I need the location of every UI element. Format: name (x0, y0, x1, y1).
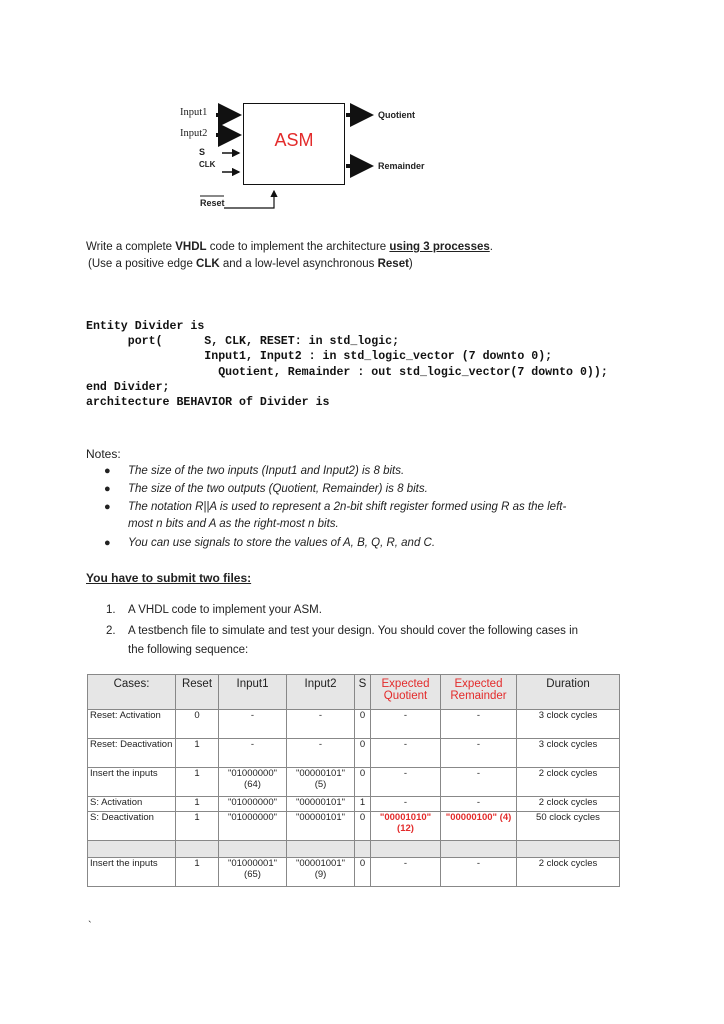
submit-item-2-cont: the following sequence: (128, 644, 249, 656)
header-cases: Cases: (88, 675, 176, 710)
cell-quotient: - (371, 768, 441, 797)
code-line-4: Quotient, Remainder : out std_logic_vector(7 downto 0)); (86, 366, 608, 379)
submit-num-2: 2. (106, 625, 116, 637)
clk-label: CLK (199, 160, 216, 169)
reset-line (224, 191, 274, 208)
s-label: S (199, 147, 206, 157)
cell-input1: "01000000" (219, 812, 287, 841)
cell-case: Insert the inputs (88, 768, 176, 797)
cell-input1: - (219, 739, 287, 768)
header-duration: Duration (517, 675, 620, 710)
cell-s: 0 (355, 739, 371, 768)
cell-quotient: - (371, 858, 441, 887)
code-line-3: Input1, Input2 : in std_logic_vector (7 downto 0); (86, 350, 553, 363)
submit-num-1: 1. (106, 604, 116, 616)
bullet-1: ● (104, 465, 111, 477)
note-item-1: The size of the two inputs (Input1 and Input2) is 8 bits. (128, 465, 405, 477)
cell-reset: 1 (176, 739, 219, 768)
instruction-line-2 (88, 258, 413, 270)
input2-label: Input2 (180, 128, 208, 139)
instruction-vhdl: VHDL (175, 241, 207, 253)
cell-spacer (441, 841, 517, 858)
cell-case: Reset: Deactivation (88, 739, 176, 768)
cell-input2: "00001001" (9) (287, 858, 355, 887)
note-item-3-cont: most n bits and A as the right-most n bits. (128, 518, 339, 530)
cell-input1: "01000001" (65) (219, 858, 287, 887)
table-row (88, 710, 620, 739)
notes-heading: Notes: (86, 447, 121, 461)
bullet-2: ● (104, 483, 111, 495)
cell-spacer (355, 841, 371, 858)
note-item-2: The size of the two outputs (Quotient, Remainder) is 8 bits. (128, 483, 428, 495)
cell-input2: - (287, 710, 355, 739)
cell-duration: 2 clock cycles (517, 768, 620, 797)
cell-remainder: - (441, 858, 517, 887)
cell-input1: "01000000" (64) (219, 768, 287, 797)
cell-duration: 50 clock cycles (517, 812, 620, 841)
cell-remainder: - (441, 739, 517, 768)
instruction-text: and a low-level asynchronous (219, 258, 378, 270)
submit-heading: You have to submit two files: (86, 571, 252, 585)
instruction-reset: Reset (377, 258, 409, 270)
table-row (88, 768, 620, 797)
header-s: S (355, 675, 371, 710)
bullet-4: ● (104, 537, 111, 549)
cell-spacer (287, 841, 355, 858)
cell-input2: "00000101" (287, 797, 355, 812)
instruction-text: . (489, 241, 493, 253)
input1-label: Input1 (180, 107, 208, 118)
cell-quotient: - (371, 797, 441, 812)
cell-reset: 1 (176, 768, 219, 797)
submit-item-2: A testbench file to simulate and test your design. You should cover the following cases in (128, 625, 579, 637)
cell-duration: 2 clock cycles (517, 858, 620, 887)
cell-remainder: "00000100" (4) (441, 812, 517, 841)
note-item-3: The notation R||A is used to represent a 2n-bit shift register formed using R as the left- (128, 501, 567, 513)
submit-item-1: A VHDL code to implement your ASM. (128, 604, 322, 616)
instruction-line-1 (86, 241, 493, 253)
cell-remainder: - (441, 710, 517, 739)
code-line-6: architecture BEHAVIOR of Divider is (86, 396, 330, 409)
table-row-spacer (88, 841, 620, 858)
cell-quotient: - (371, 710, 441, 739)
cell-input1: - (219, 710, 287, 739)
cell-spacer (371, 841, 441, 858)
cell-s: 0 (355, 710, 371, 739)
table-header-row (88, 675, 620, 710)
instruction-processes: using 3 processes (389, 241, 490, 253)
header-expected-remainder: Expected Remainder (441, 675, 517, 710)
test-cases-table (87, 674, 620, 887)
cell-input2: - (287, 739, 355, 768)
cell-s: 0 (355, 768, 371, 797)
instruction-clk: CLK (196, 258, 220, 270)
cell-s: 1 (355, 797, 371, 812)
header-input1: Input1 (219, 675, 287, 710)
cell-remainder: - (441, 797, 517, 812)
cell-case: S: Deactivation (88, 812, 176, 841)
code-line-1: Entity Divider is (86, 320, 205, 333)
cell-reset: 1 (176, 858, 219, 887)
note-item-4: You can use signals to store the values of A, B, Q, R, and C. (128, 537, 436, 549)
cell-reset: 0 (176, 710, 219, 739)
instruction-text: (Use a positive edge (88, 258, 197, 270)
cell-quotient: "00001010" (12) (371, 812, 441, 841)
cell-duration: 3 clock cycles (517, 739, 620, 768)
cell-input2: "00000101" (5) (287, 768, 355, 797)
cell-spacer (88, 841, 176, 858)
asm-title: ASM (274, 130, 314, 150)
cell-case: S: Activation (88, 797, 176, 812)
cell-case: Reset: Activation (88, 710, 176, 739)
cell-reset: 1 (176, 797, 219, 812)
instruction-text: Write a complete (86, 241, 176, 253)
table-row (88, 812, 620, 841)
code-line-2: port( S, CLK, RESET: in std_logic; (86, 335, 400, 348)
cell-spacer (176, 841, 219, 858)
cell-input2: "00000101" (287, 812, 355, 841)
header-expected-quotient: Expected Quotient (371, 675, 441, 710)
header-input2: Input2 (287, 675, 355, 710)
table-row (88, 739, 620, 768)
cell-spacer (219, 841, 287, 858)
reset-label: Reset (200, 198, 225, 208)
remainder-label: Remainder (378, 161, 425, 171)
instruction-text: code to implement the architecture (206, 241, 390, 253)
cell-duration: 2 clock cycles (517, 797, 620, 812)
asm-box (243, 103, 345, 185)
instruction-text: ) (408, 258, 413, 270)
table-row (88, 858, 620, 887)
asm-block-diagram (170, 95, 470, 220)
cell-s: 0 (355, 858, 371, 887)
cell-reset: 1 (176, 812, 219, 841)
cell-input1: "01000000" (219, 797, 287, 812)
quotient-label: Quotient (378, 110, 415, 120)
cell-s: 0 (355, 812, 371, 841)
cell-case: Insert the inputs (88, 858, 176, 887)
code-line-5: end Divider; (86, 381, 170, 394)
cell-remainder: - (441, 768, 517, 797)
table-row (88, 797, 620, 812)
header-reset: Reset (176, 675, 219, 710)
footer-mark: ` (88, 920, 92, 932)
cell-spacer (517, 841, 620, 858)
cell-duration: 3 clock cycles (517, 710, 620, 739)
bullet-3: ● (104, 501, 111, 513)
cell-quotient: - (371, 739, 441, 768)
